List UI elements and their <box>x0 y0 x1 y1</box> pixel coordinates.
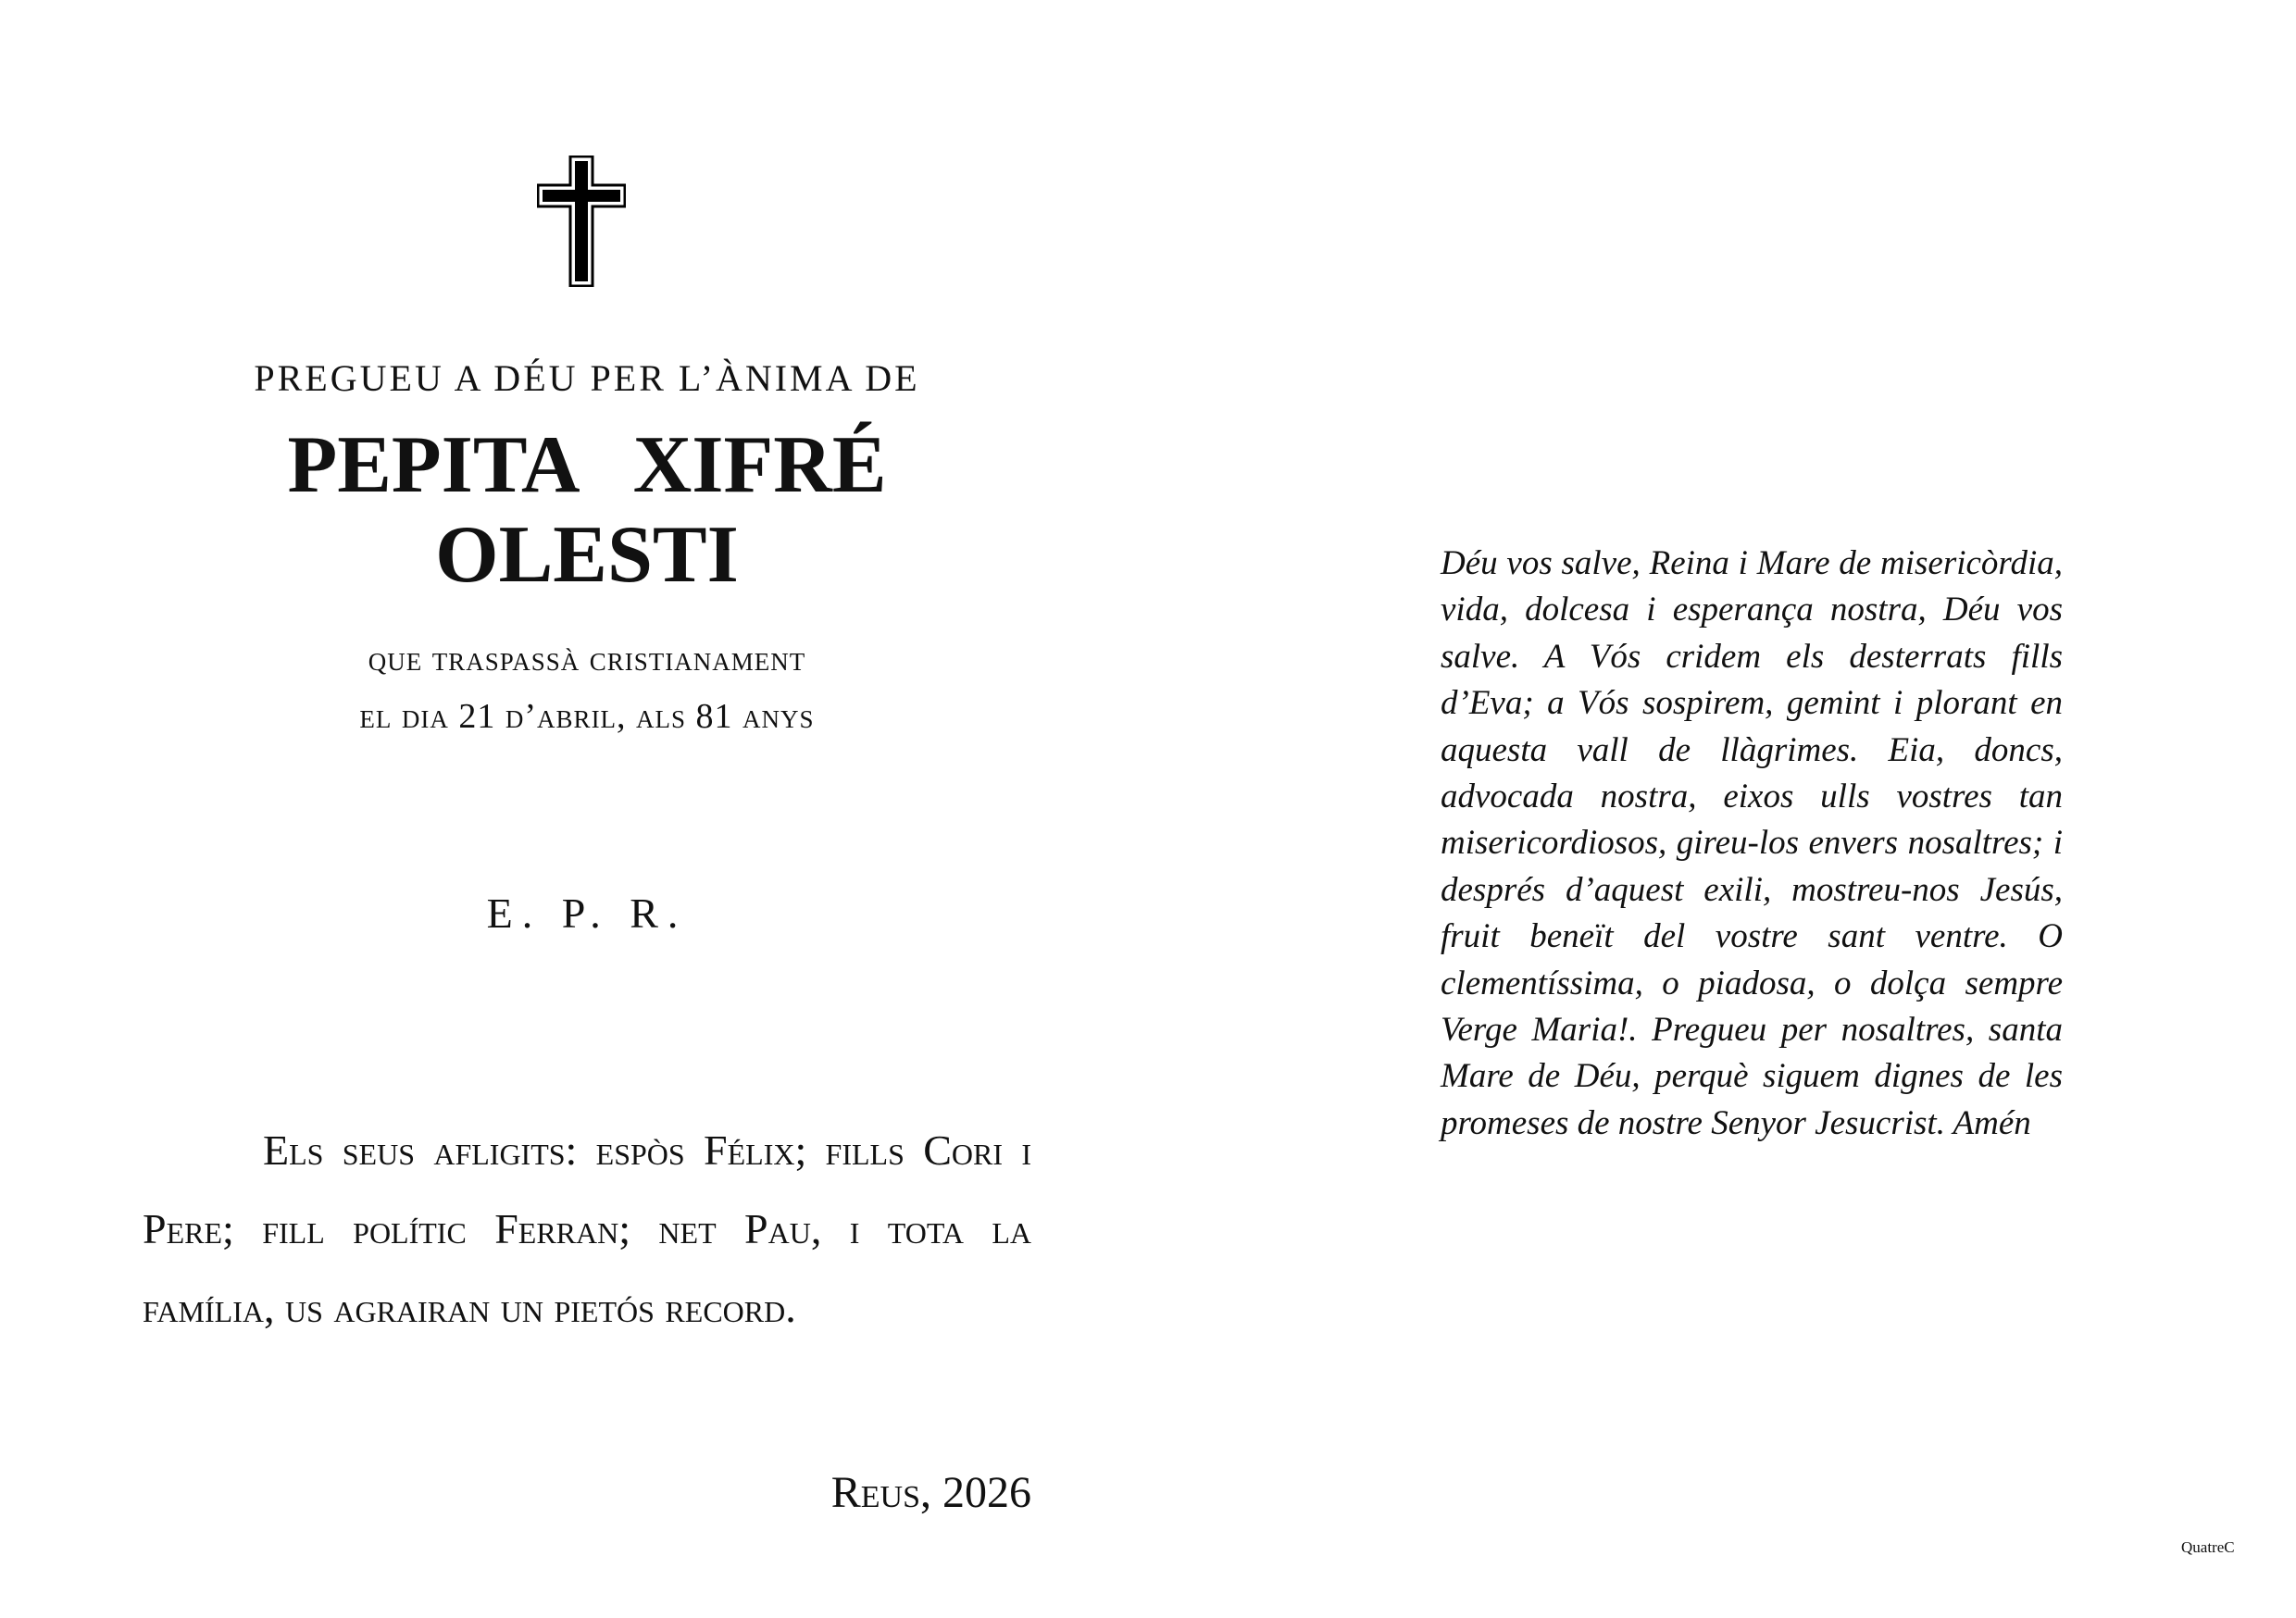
prayer-intro: PREGUEU A DÉU PER L’ÀNIMA DE <box>254 357 920 399</box>
deceased-name: PEPITA XIFRÉ OLESTI <box>287 420 887 600</box>
latin-cross-icon <box>537 156 626 287</box>
rest-in-peace: E. P. R. <box>486 890 688 937</box>
death-notice-line-2: el dia 21 d’abril, als 81 anys <box>359 697 815 736</box>
place-date: Reus, 2026 <box>830 1468 1031 1517</box>
printer-mark: QuatreC <box>2181 1538 2235 1556</box>
death-notice-line-1: que traspassà cristianament <box>368 640 806 678</box>
memorial-card-front <box>143 0 1031 1618</box>
family-acknowledgement: Els seus afligits: espòs Félix; fills Cori i Pere; fill polític Ferran; net Pau, i tota la família, us agrairan un pietós record. <box>143 1126 1031 1331</box>
memorial-card-prayer <box>1441 541 2063 1147</box>
salve-regina-prayer: Déu vos salve, Reina i Mare de misericòrdia, vida, dolcesa i esperança nostra, Déu vos salve. A Vós cridem els desterrats fills d’Eva; a Vós sospirem, gemint i plorant en aquesta vall de llàgrimes. Eia, doncs, advocada nostra, eixos ulls vostres tan misericordiosos, gireu-los envers nosaltres; i després d’aquest exili, mostreu-nos Jesús, fruit beneït del vostre sant ventre. O clementíssima, o piadosa, o dolça sempre Verge Maria!. Pregueu per nosaltres, santa Mare de Déu, perquè siguem dignes de les promeses de nostre Senyor Jesucrist. Amén <box>1441 544 2063 1142</box>
